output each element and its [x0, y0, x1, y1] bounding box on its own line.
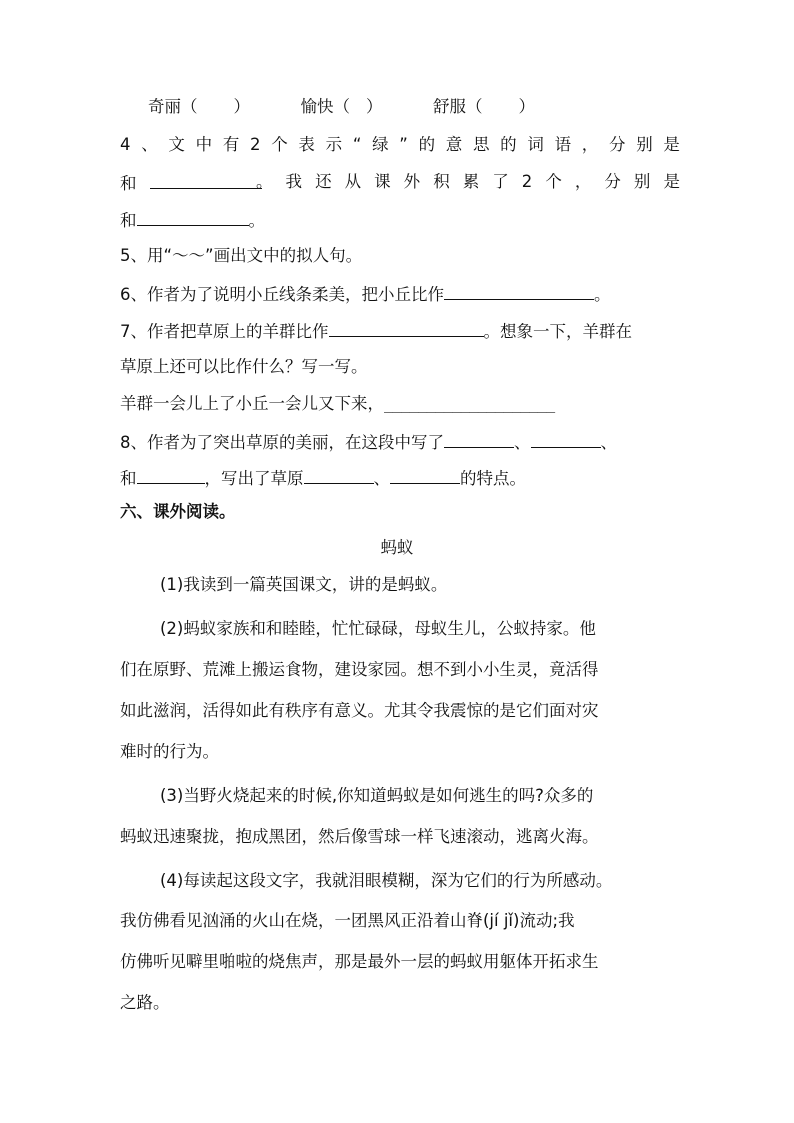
q7-blank-1[interactable]: [329, 319, 484, 337]
section-6-heading: 六、课外阅读。: [120, 502, 236, 521]
q7-row-1: [120, 319, 680, 343]
article-title: 蚂蚁: [380, 538, 414, 557]
article-p4-line-2: 我仿佛看见汹涌的火山在烧，一团黑风正沿着山脊(jí jǐ)流动;我: [120, 911, 575, 930]
q8-text: 8、作者为了突出草原的美丽，在这段中写了: [120, 433, 444, 452]
q8-end: 的特点。: [460, 469, 526, 488]
q7-sheep-text: 羊群一会儿上了小丘一会儿又下来，: [120, 394, 384, 413]
q4-line-3: [120, 208, 680, 232]
q8-blank-5[interactable]: [390, 466, 460, 484]
q8-blank-3[interactable]: [137, 466, 205, 484]
q6-blank[interactable]: [444, 282, 594, 300]
article-p3-line-1: (3)当野火烧起来的时候,你知道蚂蚁是如何逃生的吗?众多的: [160, 786, 594, 805]
q3-close-1: ）: [233, 97, 250, 116]
q8-write: ，写出了草原: [204, 469, 304, 488]
q8-blank-4[interactable]: [304, 466, 374, 484]
q4-line-1: 4 、 文 中 有 2 个 表 示 “ 绿 ” 的 意 思 的 词 语 ， 分 别 是: [120, 135, 680, 154]
article-p4-line-3: 仿佛听见噼里啪啦的烧焦声，那是最外一层的蚂蚁用躯体开拓求生: [120, 952, 599, 971]
q6-text: 6、作者为了说明小丘线条柔美，把小丘比作: [120, 285, 444, 304]
q8-and: 和: [120, 469, 137, 488]
q4-and-2: 和: [120, 211, 137, 230]
article-p2-line-3: 如此滋润，活得如此有秩序有意义。尤其令我震惊的是它们面对灾: [120, 701, 599, 720]
article-p1: (1)我读到一篇英国课文，讲的是蚂蚁。: [160, 575, 448, 594]
article-p3-line-2: 蚂蚁迅速聚拢，抱成黑团，然后像雪球一样飞速滚动，逃离火海。: [120, 827, 599, 846]
q4-line-2: [120, 171, 680, 195]
q4-line-2-text: 。 我 还 从 课 外 积 累 了 2 个 ， 分 别 是: [256, 172, 680, 191]
q8-blank-2[interactable]: [531, 430, 601, 448]
q4-blank-1[interactable]: [150, 171, 262, 189]
q7-row-3: [120, 393, 680, 415]
article-p2-line-4: 难时的行为。: [120, 742, 219, 761]
q5-text: 5、用“～～”画出文中的拟人句。: [120, 246, 363, 265]
q4-end: 。: [248, 211, 265, 230]
article-p2-line-1: (2)蚂蚁家族和和睦睦，忙忙碌碌，母蚁生儿，公蚁持家。他: [160, 619, 596, 638]
q6-end: 。: [594, 285, 611, 304]
q7-blank-2[interactable]: ____________________: [384, 395, 555, 413]
q6-row: [120, 282, 680, 306]
q8-row-2: 和 ，写出了草原 、 的特点。: [120, 466, 680, 490]
article-p4-line-4: 之路。: [120, 993, 170, 1012]
q3-close-2: ）: [366, 97, 383, 116]
q3-close-3: ）: [518, 97, 535, 116]
q7-imagine: 。想象一下，羊群在: [483, 322, 632, 341]
article-p2-line-2: 们在原野、荒滩上搬运食物，建设家园。想不到小小生灵，竟活得: [120, 660, 599, 679]
q3-word-1: 奇丽（: [148, 97, 198, 116]
q4-blank-2[interactable]: [137, 208, 249, 226]
q8-row-1: 8、作者为了突出草原的美丽，在这段中写了 、 、: [120, 430, 680, 454]
q3-row: [148, 96, 538, 118]
q3-word-2: 愉快（: [300, 97, 350, 116]
q8-blank-1[interactable]: [444, 430, 514, 448]
q4-and-1: 和: [120, 174, 137, 193]
q7-row-2: 草原上还可以比作什么？写一写。: [120, 357, 368, 376]
article-p4-line-1: (4)每读起这段文字，我就泪眼模糊，深为它们的行为所感动。: [160, 871, 613, 890]
q3-word-3: 舒服（: [433, 97, 483, 116]
q7-text: 7、作者把草原上的羊群比作: [120, 322, 329, 341]
